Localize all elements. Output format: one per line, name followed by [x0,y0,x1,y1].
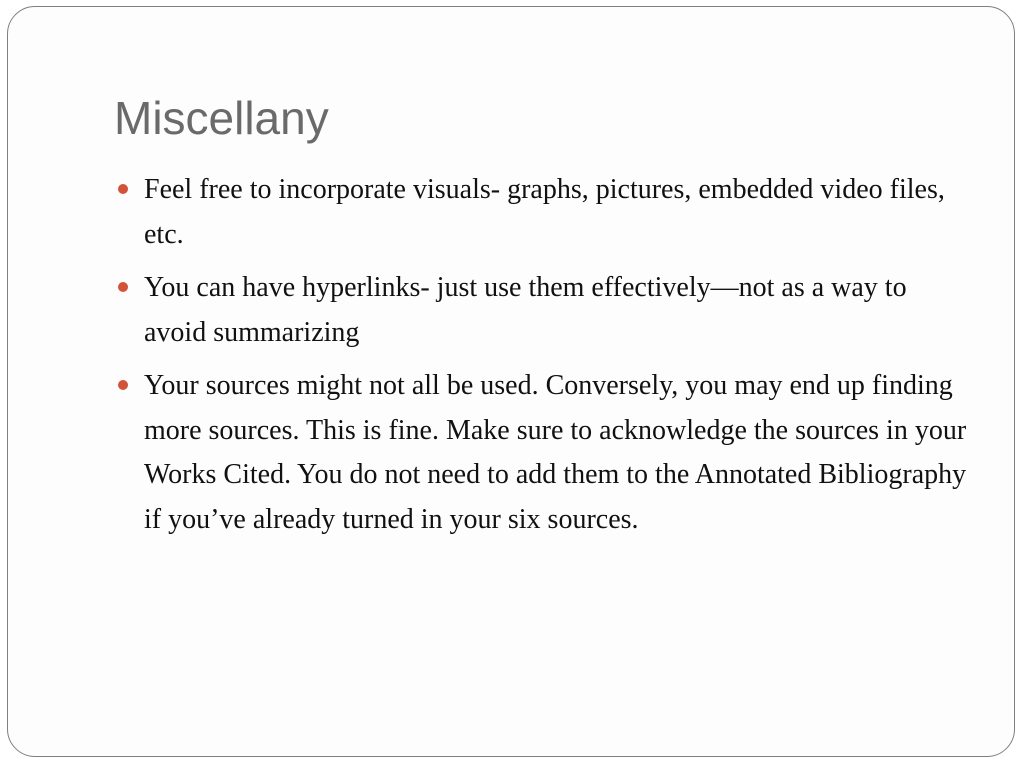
bullet-item [118,266,968,355]
bullet-dot-icon [118,282,128,292]
bullet-text: Your sources might not all be used. Conversely, you may end up finding more sources. This is fine. Make sure to acknowledge the sources in your Works Cited. You do not need to add them to the Annotated Bibliography if you’ve already turned in your six sources. [144,370,967,535]
bullet-text: You can have hyperlinks- just use them effectively—not as a way to avoid summarizing [144,272,907,348]
bullet-item [118,168,968,257]
slide-title: Miscellany [114,92,329,144]
bullet-text: Feel free to incorporate visuals- graphs, pictures, embedded video files, etc. [144,174,945,250]
bullet-dot-icon [118,184,128,194]
bullet-dot-icon [118,380,128,390]
bullet-item [118,364,968,542]
bullet-list [118,168,968,551]
